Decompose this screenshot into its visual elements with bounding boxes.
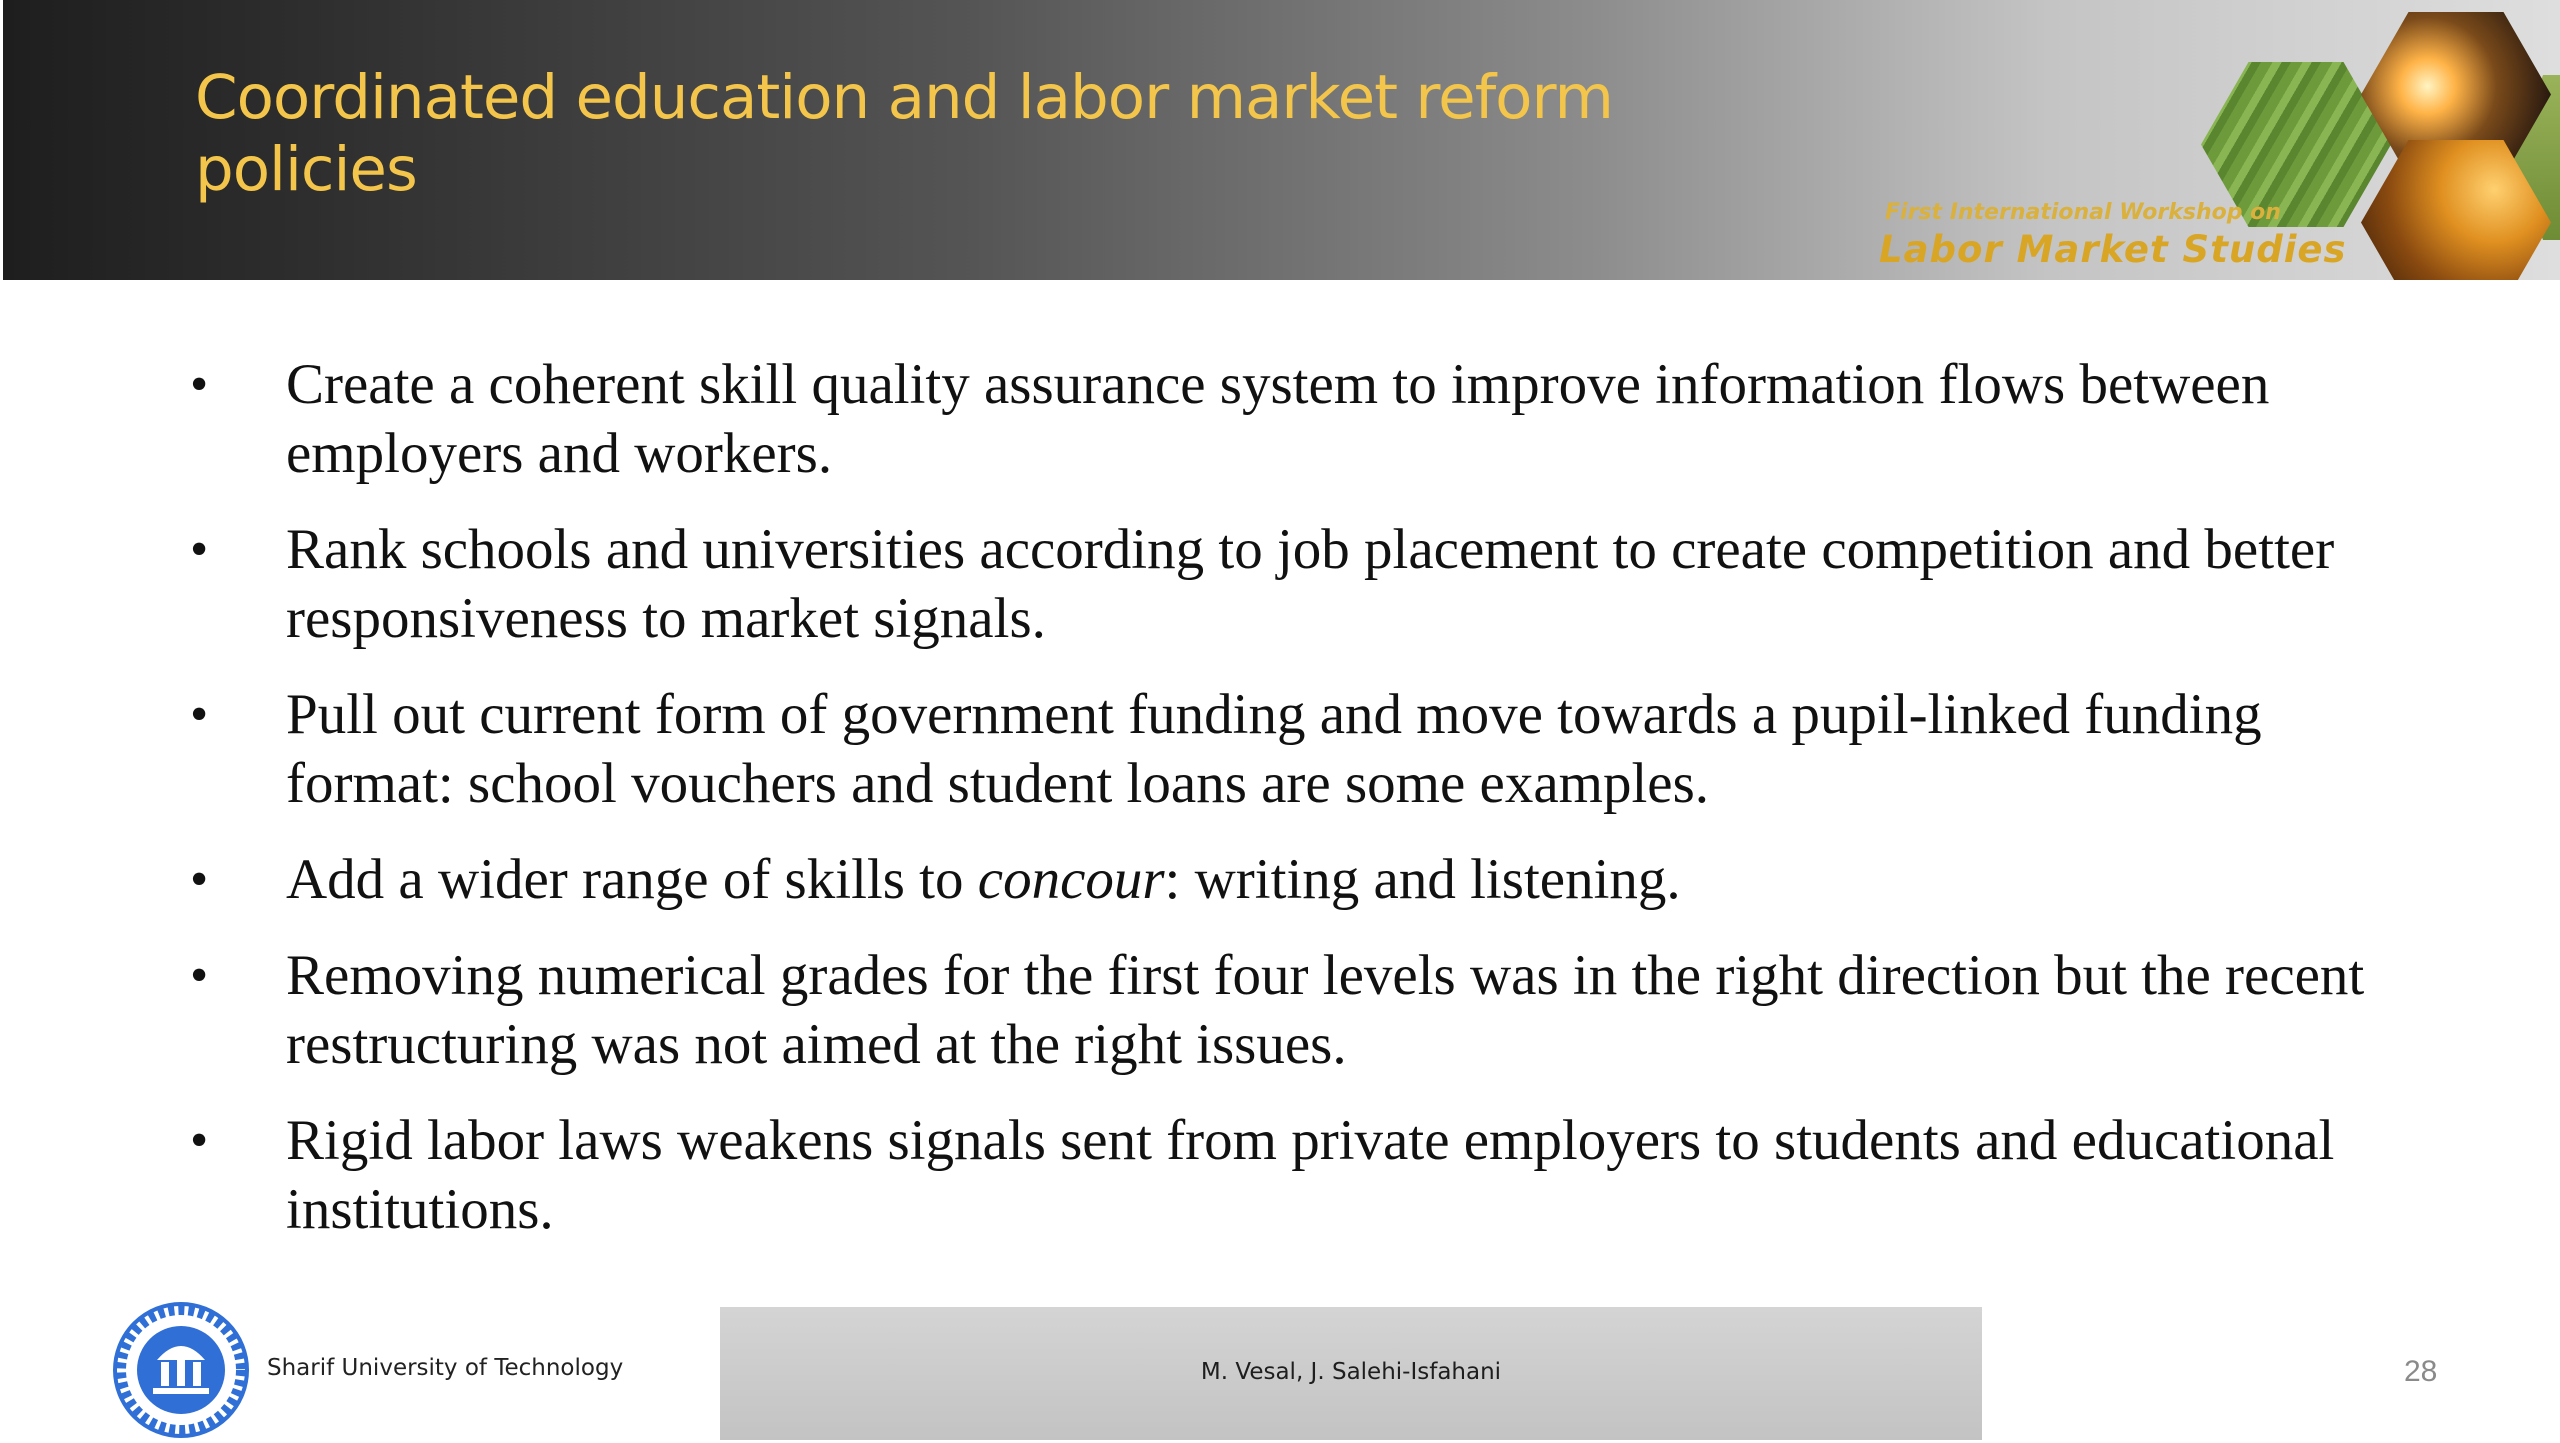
bullet-item bbox=[180, 845, 2420, 914]
slide-header bbox=[3, 0, 2560, 280]
bullet-item bbox=[180, 1106, 2420, 1244]
bullet-text-part: Add a wider range of skills to bbox=[286, 848, 978, 911]
concour-term: concour bbox=[977, 848, 1165, 911]
bullet-marker: • bbox=[190, 851, 209, 908]
bullet-list bbox=[180, 350, 2420, 1271]
bullet-text: Removing numerical grades for the first four levels was in the right direction but the recent restructuring was not aimed at the right issues. bbox=[286, 944, 2365, 1076]
authors: M. Vesal, J. Salehi-Isfahani bbox=[1200, 1359, 1502, 1385]
workshop-subtitle: First International Workshop on bbox=[1885, 200, 2281, 225]
bullet-text: Rank schools and universities according to job placement to create competition and better responsiveness to market signals. bbox=[286, 518, 2335, 650]
bullet-text: Rigid labor laws weakens signals sent from private employers to students and educational institutions. bbox=[286, 1109, 2335, 1241]
bullet-marker: • bbox=[190, 947, 209, 1004]
author-bar bbox=[720, 1307, 1982, 1440]
bullet-text: Pull out current form of government funding and move towards a pupil-linked funding format: school vouchers and student loans are some examples. bbox=[286, 683, 2262, 815]
slide-title: Coordinated education and labor market reform policies bbox=[195, 62, 1613, 205]
bullet-text-part: : writing and listening. bbox=[1164, 848, 1681, 911]
bullet-item bbox=[180, 515, 2420, 653]
bullet-marker: • bbox=[190, 1112, 209, 1169]
bullet-item bbox=[180, 680, 2420, 818]
bullet-marker: • bbox=[190, 686, 209, 743]
bullet-marker: • bbox=[190, 521, 209, 578]
bullet-marker: • bbox=[190, 356, 209, 413]
sharif-university-emblem bbox=[113, 1302, 249, 1438]
university-name: Sharif University of Technology bbox=[267, 1355, 624, 1381]
bullet-item bbox=[180, 941, 2420, 1079]
workshop-title: Labor Market Studies bbox=[1879, 228, 2347, 271]
bullet-text bbox=[286, 845, 2420, 914]
bullet-item bbox=[180, 350, 2420, 488]
page-number: 28 bbox=[2404, 1355, 2438, 1388]
bullet-text: Create a coherent skill quality assurance system to improve information flows between employers and workers. bbox=[286, 353, 2270, 485]
